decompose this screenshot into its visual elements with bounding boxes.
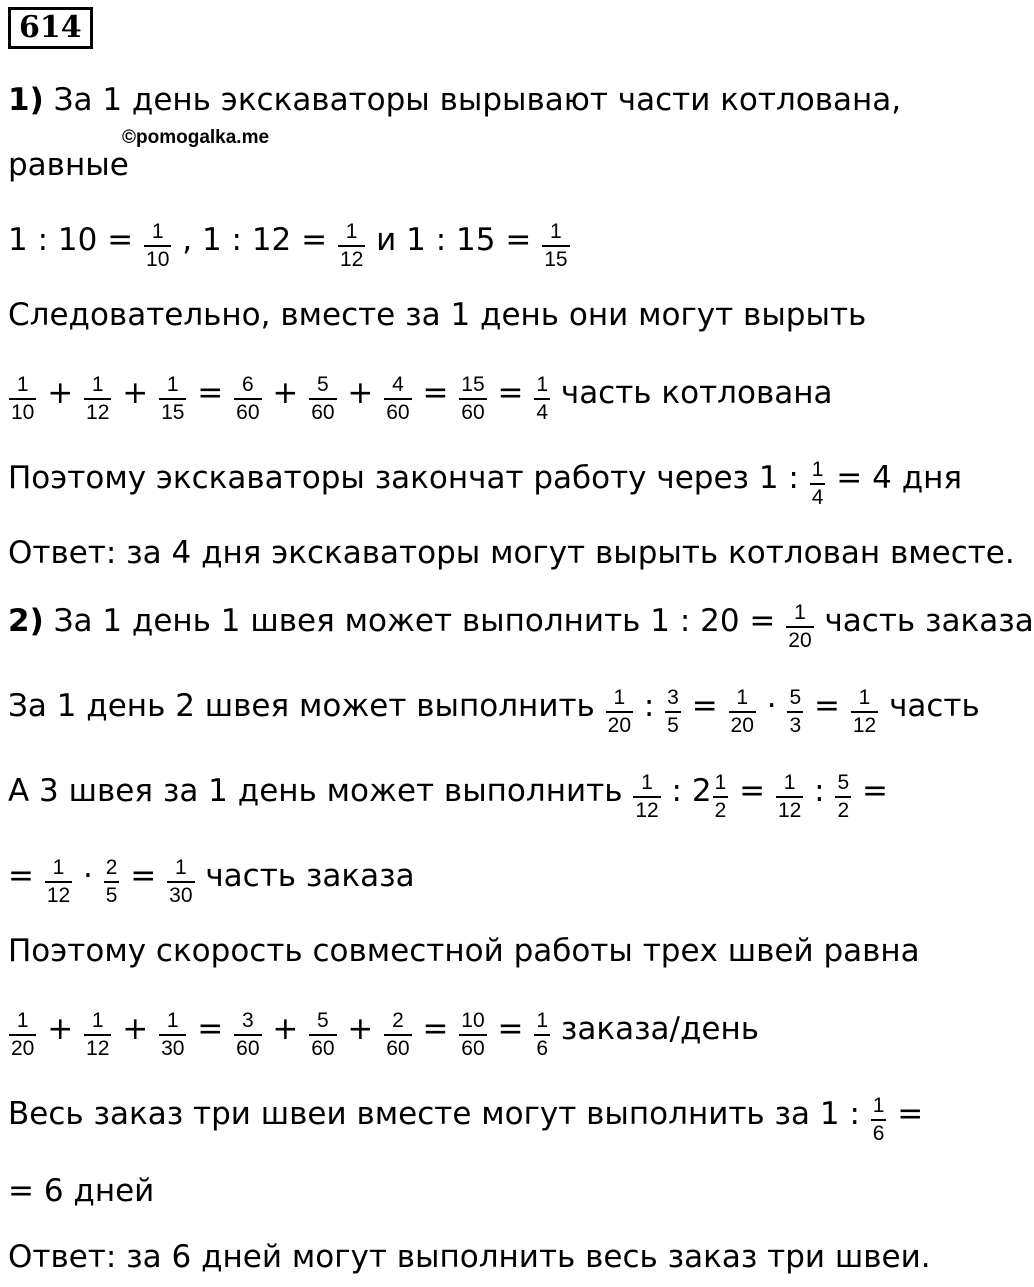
part2-line3-text: А 3 швея за 1 день может выполнить: [8, 773, 623, 809]
fraction: $\frac{1}{12}$: [339, 219, 364, 271]
part1-fractions-line: [8, 210, 571, 270]
fraction: $\frac{1}{12}$: [86, 1008, 110, 1060]
fraction: $\frac{1}{30}$: [169, 855, 193, 907]
part2-line3: А 3 швея за 1 день может выполнить $\frac{1}{12}$ : 2 $\frac{1}{2}$ = $\frac{1}{12}$ : $\frac{5}{2}$ =: [8, 770, 888, 822]
sum-suffix: часть котлована: [560, 375, 833, 411]
mixed-whole: 2: [691, 773, 712, 809]
part2-line4: = $\frac{1}{12}$ · $\frac{2}{5}$ = $\frac{1}{30}$ часть заказа: [8, 855, 415, 907]
fraction: $\frac{10}{60}$: [461, 1008, 485, 1060]
fraction: $\frac{1}{15}$: [161, 372, 185, 424]
part2-line1-text: За 1 день 1 швея может выполнить 1 : 20 =: [53, 603, 776, 639]
part2-sum-line: $\frac{1}{20}$ + $\frac{1}{12}$ + $\frac{1}{30}$ = $\frac{3}{60}$ + $\frac{5}{60}$ + $\frac{2}{60}$ = $\frac{10}{60}$ = $\frac{1}{6}$ заказа/день: [11, 1008, 760, 1060]
fraction: $\frac{1}{20}$: [788, 600, 812, 652]
fraction: $\frac{5}{60}$: [311, 1008, 335, 1060]
fraction: $\frac{1}{10}$: [11, 372, 35, 424]
fraction: $\frac{1}{12}$: [46, 855, 71, 907]
part2-line1: [8, 591, 1034, 651]
therefore-tail: = 4 дня: [836, 460, 963, 496]
part1-label: 1): [8, 82, 44, 118]
fraction: $\frac{1}{6}$: [536, 1008, 549, 1060]
part2-line2-tail: часть: [889, 688, 980, 724]
problem-number: 614: [8, 7, 93, 49]
part2-answer: Ответ: за 6 дней могут выполнить весь заказ три швеи.: [8, 1239, 931, 1275]
part1-together-text: Следовательно, вместе за 1 день они могут вырыть: [8, 297, 867, 333]
part1-intro-text: За 1 день экскаваторы вырывают части котлована,: [53, 82, 902, 118]
sum-suffix: заказа/день: [560, 1011, 760, 1047]
part1-answer: Ответ: за 4 дня экскаваторы могут вырыть котлован вместе.: [8, 535, 1015, 571]
fraction: $\frac{1}{15}$: [544, 219, 568, 271]
fraction: $\frac{1}{12}$: [635, 770, 659, 822]
part2-result: = 6 дней: [8, 1173, 155, 1209]
part2-line2-text: За 1 день 2 швея может выполнить: [8, 688, 595, 724]
fraction: $\frac{5}{3}$: [789, 685, 802, 737]
fraction: $\frac{4}{60}$: [386, 372, 410, 424]
part2-line4-tail: часть заказа: [205, 858, 415, 894]
therefore-text: Поэтому экскаваторы закончат работу через 1 :: [8, 460, 799, 496]
fraction: $\frac{6}{60}$: [236, 372, 260, 424]
expr-1-15: и 1 : 15 =: [376, 222, 532, 258]
fraction: $\frac{1}{20}$: [607, 685, 632, 737]
fraction: $\frac{1}{20}$: [11, 1008, 35, 1060]
fraction: $\frac{3}{60}$: [236, 1008, 260, 1060]
fraction: $\frac{2}{5}$: [105, 855, 118, 907]
part1-sum-line: $\frac{1}{10}$ + $\frac{1}{12}$ + $\frac{1}{15}$ = $\frac{6}{60}$ + $\frac{5}{60}$ + $\frac{4}{60}$ = $\frac{15}{60}$ = $\frac{1}{4}$ часть котлована: [11, 372, 833, 424]
part1-therefore: [8, 448, 962, 508]
part1-intro: [8, 70, 901, 130]
part2-line2: За 1 день 2 швея может выполнить $\frac{1}{20}$ : $\frac{3}{5}$ = $\frac{1}{20}$ · $\frac{5}{3}$ = $\frac{1}{12}$ часть: [8, 685, 980, 737]
fraction: $\frac{1}{10}$: [146, 219, 170, 271]
fraction: $\frac{3}{5}$: [667, 685, 679, 737]
fraction: $\frac{5}{2}$: [837, 770, 850, 822]
fraction: $\frac{1}{30}$: [161, 1008, 185, 1060]
expr-1-12: , 1 : 12 =: [182, 222, 328, 258]
part1-intro2: равные: [8, 147, 129, 183]
part2-speed-text: Поэтому скорость совместной работы трех швей равна: [8, 933, 920, 969]
fraction: $\frac{1}{4}$: [536, 372, 549, 424]
fraction: $\frac{2}{60}$: [386, 1008, 410, 1060]
expr-1-10: 1 : 10 =: [8, 222, 134, 258]
part2-label: 2): [8, 603, 44, 639]
watermark: ©pomogalka.me: [122, 127, 270, 148]
fraction: $\frac{5}{60}$: [311, 372, 335, 424]
fraction: $\frac{1}{12}$: [852, 685, 877, 737]
part2-whole: Весь заказ три швеи вместе могут выполнить за 1 : $\frac{1}{6}$ =: [8, 1093, 924, 1145]
fraction: $\frac{1}{20}$: [730, 685, 754, 737]
part2-line1-tail: часть заказа: [824, 603, 1034, 639]
fraction: $\frac{1}{4}$: [811, 457, 824, 509]
fraction: $\frac{1}{6}$: [872, 1093, 885, 1145]
fraction: $\frac{1}{12}$: [777, 770, 802, 822]
fraction: $\frac{1}{2}$: [714, 770, 727, 822]
fraction: $\frac{15}{60}$: [461, 372, 485, 424]
fraction: $\frac{1}{12}$: [86, 372, 110, 424]
whole-text: Весь заказ три швеи вместе могут выполнить за 1 :: [8, 1096, 860, 1132]
